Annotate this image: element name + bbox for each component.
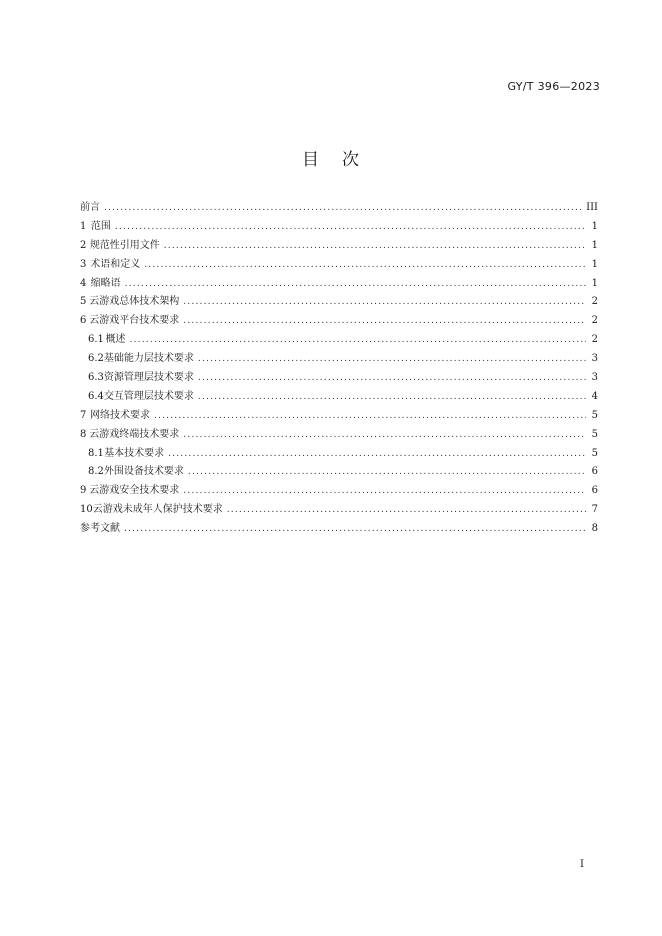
toc-entry-number: 1 bbox=[80, 220, 87, 232]
toc-title bbox=[0, 145, 662, 170]
toc-leader-dots bbox=[198, 373, 586, 383]
toc-title-left: 目 bbox=[302, 150, 320, 170]
toc-entry[interactable] bbox=[80, 349, 598, 368]
toc-entry-number: 8.1 bbox=[88, 447, 104, 459]
toc-entry-number: 2 bbox=[80, 239, 87, 251]
toc-entry-label: 范围 bbox=[90, 220, 111, 232]
toc-entry-page: 5 bbox=[591, 447, 598, 459]
toc-leader-dots bbox=[130, 335, 586, 345]
toc-entry[interactable] bbox=[80, 292, 598, 311]
toc-entry-page: 5 bbox=[591, 409, 598, 421]
toc-entry-label: 外围设备技术要求 bbox=[103, 466, 184, 478]
toc-leader-dots bbox=[198, 354, 586, 364]
toc-entry[interactable] bbox=[80, 425, 598, 444]
toc-entry-label: 云游戏未成年人保护技术要求 bbox=[92, 504, 223, 516]
toc-entry-number: 8.2 bbox=[88, 466, 104, 478]
toc-entry[interactable] bbox=[80, 330, 598, 349]
toc-entry[interactable] bbox=[80, 311, 598, 330]
toc-entry[interactable] bbox=[80, 236, 598, 255]
toc-entry-label: 云游戏终端技术要求 bbox=[89, 428, 180, 440]
toc-entry-number: 4 bbox=[80, 277, 87, 289]
toc-entry-label: 术语和定义 bbox=[90, 258, 141, 270]
toc-title-right: 次 bbox=[342, 150, 360, 170]
toc-leader-dots bbox=[144, 260, 586, 270]
toc-entry-label: 前言 bbox=[80, 202, 100, 213]
toc-entry[interactable] bbox=[80, 368, 598, 387]
toc-entry-label: 云游戏总体技术架构 bbox=[89, 296, 180, 308]
toc-entry-page: 1 bbox=[591, 277, 598, 289]
toc-entry[interactable] bbox=[80, 406, 598, 425]
toc-entry[interactable] bbox=[80, 444, 598, 463]
toc-entry[interactable] bbox=[80, 481, 598, 500]
toc-leader-dots bbox=[164, 241, 586, 251]
table-of-contents bbox=[80, 198, 598, 538]
toc-leader-dots bbox=[183, 297, 586, 307]
toc-entry[interactable] bbox=[80, 255, 598, 274]
toc-entry-page: 2 bbox=[591, 315, 598, 327]
toc-entry-page: 1 bbox=[591, 220, 598, 232]
toc-leader-dots bbox=[154, 411, 586, 421]
toc-entry-label: 云游戏安全技术要求 bbox=[89, 485, 180, 497]
toc-entry-number: 9 bbox=[80, 485, 87, 497]
toc-entry-page: 4 bbox=[591, 390, 598, 402]
toc-entry-label: 资源管理层技术要求 bbox=[103, 372, 194, 384]
toc-entry-page: 2 bbox=[591, 296, 598, 308]
toc-entry-page: 3 bbox=[591, 353, 598, 365]
toc-entry-number: 6.2 bbox=[88, 353, 104, 365]
toc-entry-number: 6 bbox=[80, 315, 87, 327]
toc-leader-dots bbox=[227, 505, 586, 515]
toc-leader-dots bbox=[183, 486, 586, 496]
toc-entry-label: 交互管理层技术要求 bbox=[103, 390, 194, 402]
toc-leader-dots bbox=[183, 316, 586, 326]
toc-entry-label: 网络技术要求 bbox=[89, 409, 150, 421]
standard-code: GY/T 396—2023 bbox=[507, 80, 600, 93]
toc-entry-page: 2 bbox=[591, 334, 598, 346]
toc-entry[interactable] bbox=[80, 217, 598, 236]
toc-leader-dots bbox=[124, 524, 586, 534]
toc-leader-dots bbox=[104, 203, 582, 213]
toc-entry-page: 1 bbox=[591, 239, 598, 251]
toc-entry-label: 概述 bbox=[105, 334, 126, 346]
toc-entry[interactable] bbox=[80, 500, 598, 519]
toc-leader-dots bbox=[188, 467, 586, 477]
toc-entry[interactable] bbox=[80, 387, 598, 406]
toc-leader-dots bbox=[198, 392, 586, 402]
toc-entry-number: 3 bbox=[80, 258, 87, 270]
toc-entry-number: 6.4 bbox=[88, 390, 104, 402]
toc-entry-page: 6 bbox=[591, 485, 598, 497]
toc-entry-page: 8 bbox=[591, 523, 598, 535]
toc-entry-label: 基本技术要求 bbox=[104, 447, 165, 459]
toc-entry[interactable] bbox=[80, 462, 598, 481]
toc-entry[interactable] bbox=[80, 519, 598, 538]
toc-entry-page: III bbox=[586, 202, 598, 213]
toc-entry-number: 10 bbox=[80, 504, 93, 516]
toc-entry-label: 基础能力层技术要求 bbox=[103, 353, 194, 365]
toc-leader-dots bbox=[115, 222, 586, 232]
toc-leader-dots bbox=[125, 279, 586, 289]
toc-entry-label: 参考文献 bbox=[80, 523, 120, 535]
toc-entry[interactable] bbox=[80, 198, 598, 217]
toc-entry-label: 规范性引用文件 bbox=[89, 239, 160, 251]
toc-entry-page: 1 bbox=[591, 258, 598, 270]
toc-entry-number: 8 bbox=[80, 428, 87, 440]
toc-entry-number: 7 bbox=[80, 409, 87, 421]
toc-entry-number: 5 bbox=[80, 296, 87, 308]
toc-leader-dots bbox=[183, 430, 586, 440]
toc-entry-page: 6 bbox=[591, 466, 598, 478]
page-number: I bbox=[580, 859, 584, 870]
toc-entry-label: 缩略语 bbox=[90, 277, 121, 289]
toc-entry[interactable] bbox=[80, 274, 598, 293]
toc-entry-label: 云游戏平台技术要求 bbox=[89, 315, 180, 327]
toc-entry-page: 5 bbox=[591, 428, 598, 440]
toc-entry-number: 6.3 bbox=[88, 372, 104, 384]
toc-entry-page: 3 bbox=[591, 372, 598, 384]
toc-leader-dots bbox=[168, 449, 586, 459]
toc-entry-page: 7 bbox=[591, 504, 598, 516]
toc-entry-number: 6.1 bbox=[88, 334, 104, 346]
